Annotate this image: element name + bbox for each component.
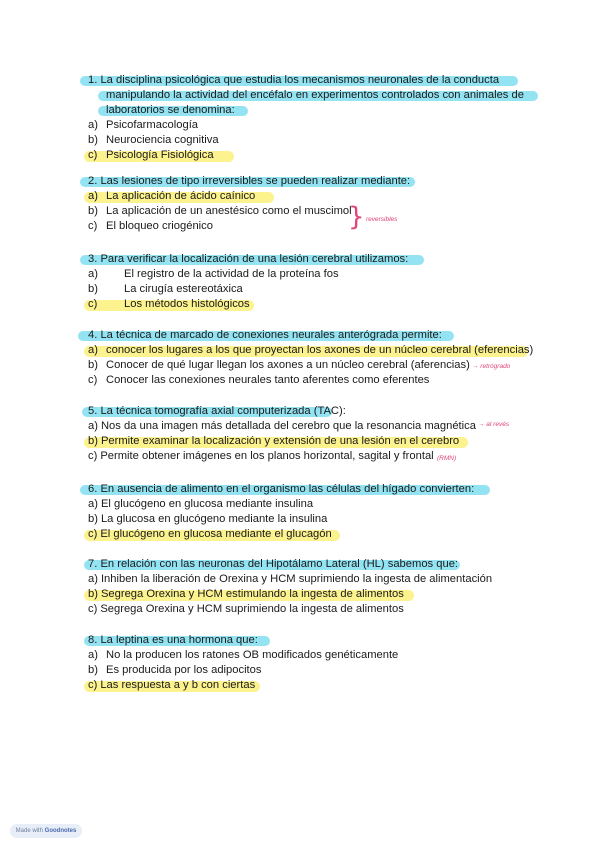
question-3 — [88, 252, 408, 312]
option-text: La aplicación de un anestésico como el muscimol — [106, 205, 352, 217]
option-text: Inhiben la liberación de Orexina y HCM suprimiendo la ingesta de alimentación — [100, 573, 493, 585]
question-stem: 7. En relación con las neuronas del Hipotálamo Lateral (HL) sabemos que: — [88, 558, 459, 570]
option-label: c) — [88, 528, 98, 540]
option-text: Psicofarmacología — [106, 119, 199, 131]
goodnotes-badge — [10, 824, 82, 838]
option-label: b) — [88, 664, 98, 676]
option-text: El bloqueo criogénico — [106, 220, 213, 232]
option-label: a) — [88, 344, 98, 356]
footer-brand: Goodnotes — [44, 828, 77, 834]
option-label: a) — [88, 573, 98, 585]
question-7 — [88, 557, 492, 617]
option-text: Conocer las conexiones neurales tanto aferentes como eferentes — [106, 374, 430, 386]
option-label: a) — [88, 190, 98, 202]
option-label: c) — [88, 220, 98, 232]
option-text: Las respuesta a y b con ciertas — [100, 679, 256, 691]
handwritten-note: → retrógrado — [472, 363, 511, 370]
question-stem: 6. En ausencia de alimento en el organismo las células del hígado convierten: — [88, 483, 475, 495]
option-label: c) — [88, 603, 98, 615]
question-1 — [88, 73, 524, 163]
handwritten-note: → al revés — [478, 421, 510, 428]
brace-annotation: } — [348, 202, 365, 232]
option-text: Psicología Fisiológica — [106, 149, 214, 161]
handwritten-note: reversibles — [366, 216, 398, 223]
option-text: Es producida por los adipocitos — [106, 664, 262, 676]
question-4 — [88, 328, 533, 388]
option-label: c) — [88, 679, 98, 691]
option-text: Segrega Orexina y HCM estimulando la ingesta de alimentos — [100, 588, 404, 600]
option-text: Conocer de qué lugar llegan los axones a un núcleo cerebral (aferencias) — [106, 359, 470, 371]
option-label: c) — [88, 149, 98, 161]
option-label: c) — [88, 374, 98, 386]
option-text: Nos da una imagen más detallada del cerebro que la resonancia magnética — [100, 420, 476, 432]
question-stem: manipulando la actividad del encéfalo en experimentos controlados con animales de — [106, 89, 524, 101]
question-stem: 1. La disciplina psicológica que estudia los mecanismos neuronales de la conducta — [88, 74, 500, 86]
option-label: b) — [88, 205, 98, 217]
option-label: a) — [88, 498, 98, 510]
option-text: La cirugía estereotáxica — [124, 283, 243, 295]
option-label: b) — [88, 513, 98, 525]
question-stem: 3. Para verificar la localización de una lesión cerebral utilizamos: — [88, 253, 409, 265]
option-label: b) — [88, 435, 98, 447]
option-text: La glucosa en glucógeno mediante la insulina — [100, 513, 328, 525]
option-text: Los métodos histológicos — [124, 298, 250, 310]
footer-prefix: Made with — [15, 828, 43, 834]
option-label: b) — [88, 359, 98, 371]
option-text: El glucógeno en glucosa mediante insulina — [100, 498, 314, 510]
question-stem: 2. Las lesiones de tipo irreversibles se pueden realizar mediante: — [88, 175, 411, 187]
question-8 — [88, 633, 398, 693]
option-label: b) — [88, 283, 98, 295]
option-text: El glucógeno en glucosa mediante el glucagón — [100, 528, 332, 540]
option-text: La aplicación de ácido caínico — [106, 190, 256, 202]
option-text: Segrega Orexina y HCM suprimiendo la ingesta de alimentos — [100, 603, 404, 615]
option-label: b) — [88, 588, 98, 600]
option-label: a) — [88, 119, 98, 131]
handwritten-note: (RMN) — [437, 455, 457, 462]
option-text: Neurociencia cognitiva — [106, 134, 219, 146]
question-stem: 5. La técnica tomografía axial computerizada (TAC): — [88, 405, 346, 417]
option-text: Permite obtener imágenes en los planos horizontal, sagital y frontal — [100, 450, 434, 462]
option-label: c) — [88, 298, 98, 310]
option-text: conocer los lugares a los que proyectan los axones de un núcleo cerebral (eferencias) — [106, 344, 534, 356]
option-text: No la producen los ratones OB modificados genéticamente — [106, 649, 399, 661]
option-label: a) — [88, 268, 98, 280]
question-stem: 4. La técnica de marcado de conexiones neurales anterógrada permite: — [88, 329, 442, 341]
question-stem: laboratorios se denomina: — [106, 104, 235, 116]
option-label: c) — [88, 450, 98, 462]
question-5 — [88, 404, 476, 464]
option-label: a) — [88, 649, 98, 661]
option-text: El registro de la actividad de la proteína fos — [124, 268, 339, 280]
option-label: b) — [88, 134, 98, 146]
question-6 — [88, 482, 474, 542]
option-text: Permite examinar la localización y extensión de una lesión en el cerebro — [100, 435, 460, 447]
option-label: a) — [88, 420, 98, 432]
question-stem: 8. La leptina es una hormona que: — [88, 634, 258, 646]
